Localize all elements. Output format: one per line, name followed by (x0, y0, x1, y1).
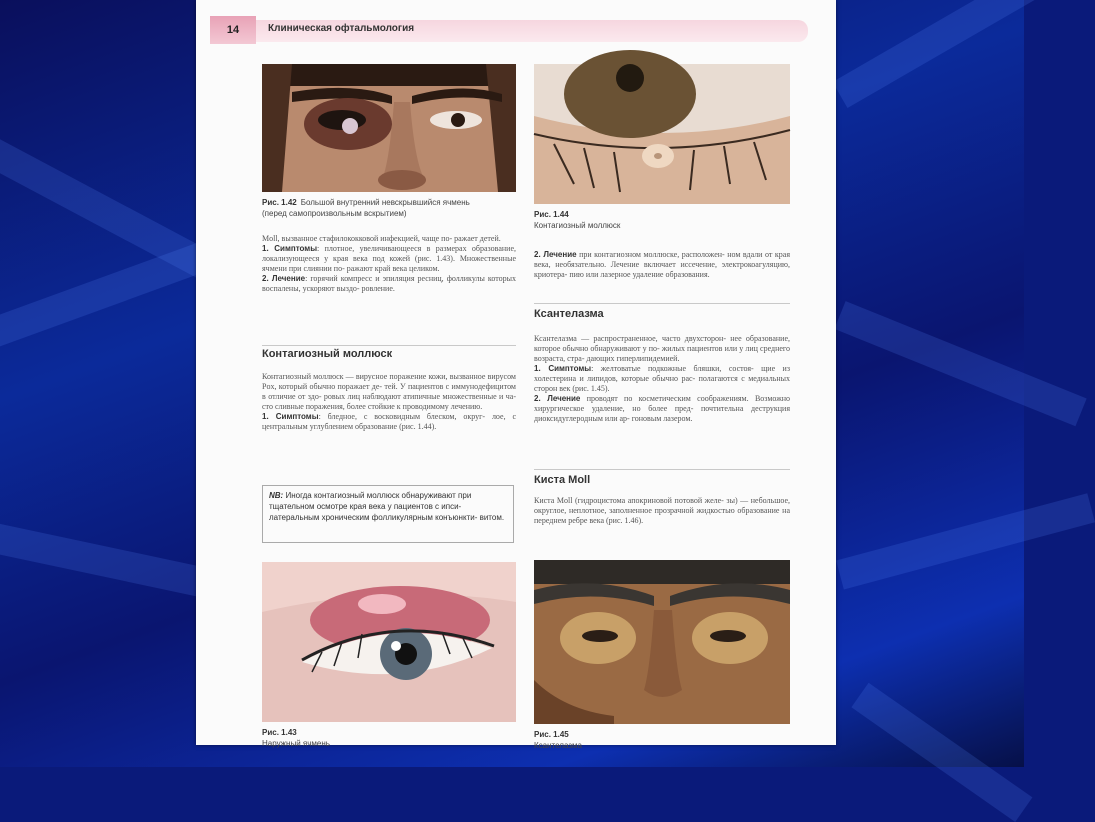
intro-paragraph: Moll, вызванное стафилококковой инфекцией, чаще по- ражает детей. (262, 234, 501, 243)
list-item-treatment (262, 274, 516, 294)
item-label: 1. Симптомы (262, 244, 318, 253)
section-divider (534, 469, 790, 470)
section-title-molluscum: Контагиозный моллюск (262, 348, 393, 360)
item-label: 2. Лечение (262, 274, 306, 283)
section-divider (534, 303, 790, 304)
caption-label: Рис. 1.44 (534, 210, 569, 219)
caption-fig-1-44 (534, 208, 794, 230)
list-item-treatment (534, 250, 790, 280)
right-column-middle (534, 334, 790, 424)
section-title-moll-cyst: Киста Moll (534, 474, 591, 486)
item-text: : бледное, с восковидным блеском, округ- лое, с центральным углублением образование (рис. 1.44). (262, 412, 517, 431)
item-text: : горячий компресс и эпиляция ресниц, фолликулы которых воспалены, ускоряют выздо- ровление. (262, 274, 517, 293)
left-column-upper (262, 234, 516, 294)
caption-fig-1-43 (262, 726, 522, 748)
section-title-xanthelasma: Ксантелазма (534, 308, 604, 320)
page-number: 14 (210, 16, 256, 44)
section-divider (262, 345, 516, 346)
caption-text-2: (перед самопроизвольным вскрытием) (262, 209, 407, 218)
molluscum-paragraph: Контагиозный моллюск — вирусное поражение кожи, вызванное вирусом Pox, который обычно поражает де- тей. У пациентов с иммунодефицитом в отличие от здо- ровых лиц наблюдают атипичные множественные и ча- сто сливные поражения, более стойкие к проводимому лечению. (262, 372, 516, 411)
running-title: Клиническая офтальмология (268, 23, 415, 34)
photo-fig-1-44 (534, 64, 790, 204)
left-column-lower (262, 372, 516, 432)
item-label: 1. Симптомы (534, 364, 592, 373)
moll-cyst-paragraph: Киста Moll (гидроцистома апокриновой потовой желе- зы) — небольшое, округлое, неплотное, заполненное прозрачной жидкостью образование на переднем ребре века (рис. 1.46). (534, 496, 790, 525)
caption-fig-1-45 (534, 728, 794, 750)
caption-fig-1-42 (262, 196, 522, 218)
page-header (196, 16, 836, 44)
item-label: 2. Лечение (534, 394, 581, 403)
list-item-symptoms (262, 244, 516, 274)
right-column-upper (534, 250, 790, 280)
nb-text: Иногда контагиозный моллюск обнаруживают при тщательном осмотре края века у пациентов с ипси- латеральным хроническим фолликулярным конъюнкти- витом. (269, 491, 505, 522)
caption-text: Большой внутренний невскрывшийся ячмень (300, 198, 470, 207)
nb-note-box (262, 485, 514, 543)
photo-fig-1-42 (262, 64, 516, 192)
caption-text: Ксантелазма (534, 741, 582, 750)
photo-fig-1-43 (262, 562, 516, 722)
nb-label: NB: (269, 491, 284, 500)
book-page (196, 0, 836, 750)
caption-text: Наружный ячмень (262, 739, 330, 748)
item-text: : желтоватые подкожные бляшки, состоя- щие из холестерина и липидов, которые обычно рас- полагаются с медиальных сторон век (рис. 1.45). (534, 364, 790, 393)
list-item-symptoms (262, 412, 516, 432)
list-item-symptoms (534, 364, 790, 394)
xanthelasma-paragraph: Ксантелазма — распространенное, часто двухсторон- нее образование, которое обычно обнаруживают у по- жилых пациентов или у лиц среднего возраста, стра- дающих гиперлипидемией. (534, 334, 790, 363)
photo-fig-1-45 (534, 560, 790, 724)
item-text: проводят по косметическим соображениям. Возможно хирургическое удаление, но более пред- почтительна деструкция диоксидуглеродным или ар- гоновым лазером. (534, 394, 790, 423)
caption-label: Рис. 1.45 (534, 730, 569, 739)
right-column-lower (534, 496, 790, 526)
item-text: при контагиозном моллюске, расположен- ном вдали от края века, необязательно. Лечение включает иссечение, электрокоагуляцию, криотера- пию или лазерное удаление образования. (534, 250, 790, 279)
list-item-treatment (534, 394, 790, 424)
item-label: 2. Лечение (534, 250, 577, 259)
caption-label: Рис. 1.42 (262, 198, 297, 207)
caption-label: Рис. 1.43 (262, 728, 297, 737)
caption-text: Контагиозный моллюск (534, 221, 621, 230)
item-label: 1. Симптомы (262, 412, 319, 421)
item-text: : плотное, увеличивающееся в размерах образование, локализующееся у края века под кожей (рис. 1.43). Множественные ячмени при слиянии по- ражают край века целиком. (262, 244, 516, 273)
